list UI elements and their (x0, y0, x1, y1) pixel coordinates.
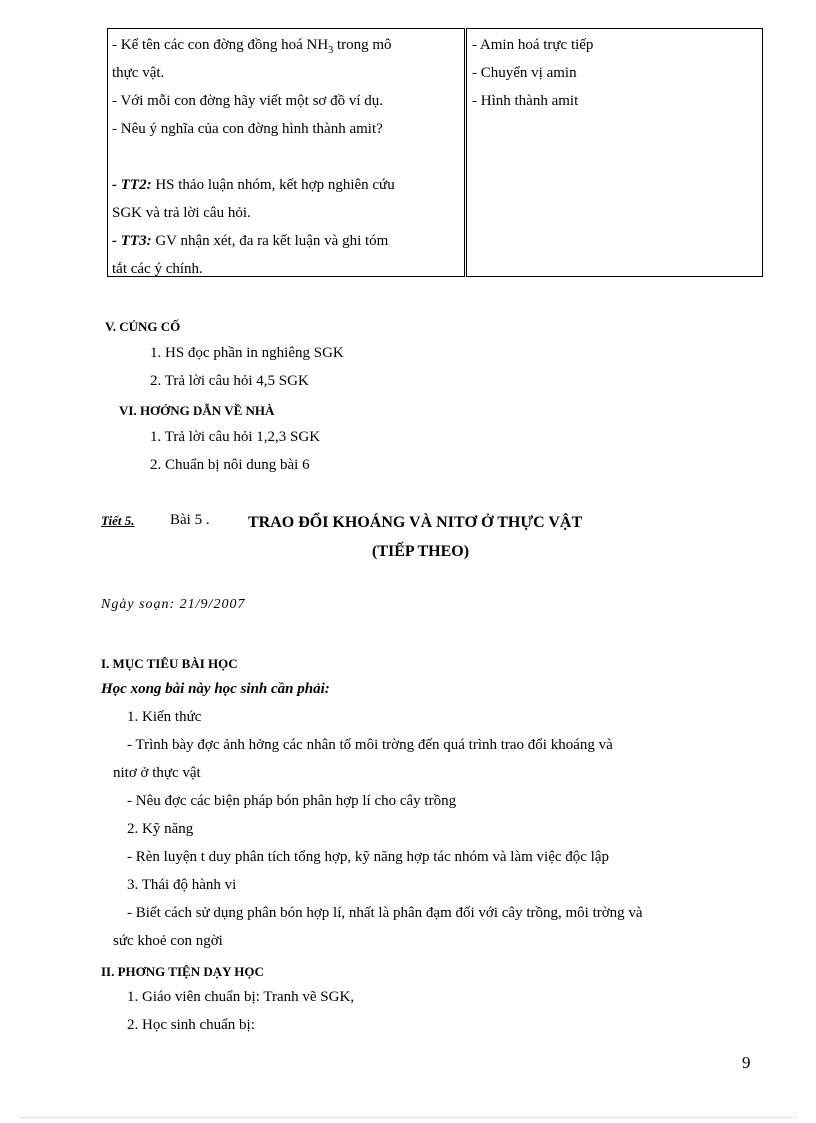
section-heading-vi: VI. HƠỚNG DẪN VỀ NHÀ (119, 403, 275, 418)
table-line: - Chuyển vị amin (472, 65, 577, 81)
section-heading-v: V. CỦNG CỐ (105, 319, 181, 334)
text-line: sức khoẻ con ngời (113, 933, 223, 949)
table-line: - Amin hoá trực tiếp (472, 37, 594, 53)
lesson-subtitle: (TIẾP THEO) (372, 543, 470, 560)
section-heading-ii: II. PHƠNG TIỆN DẠY HỌC (101, 964, 264, 979)
text-line: - Rèn luyện t duy phân tích tổng hợp, kỹ năng hợp tác nhóm và làm việc độc lập (127, 849, 610, 865)
table-line: - Hình thành amit (472, 93, 579, 109)
table-line-tt2: - TT2: HS thảo luận nhóm, kết hợp nghiên cứu (112, 177, 395, 193)
list-item: 2. Học sinh chuẩn bị: (127, 1017, 255, 1033)
table-line: thực vật. (112, 65, 165, 81)
table-line: SGK và trả lời câu hỏi. (112, 205, 251, 221)
table-cell-activities (107, 28, 464, 277)
list-item: 2. Chuẩn bị nôi dung bài 6 (150, 457, 310, 473)
text-line: - Trình bày đợc ảnh hởng các nhân tố môi trờng đến quá trình trao đổi khoáng và (127, 737, 613, 753)
list-item: 1. Giáo viên chuẩn bị: Tranh vẽ SGK, (127, 989, 355, 1005)
table-line: - Nêu ý nghĩa của con đờng hình thành amit? (112, 121, 383, 137)
text-line: 1. Kiến thức (127, 709, 202, 725)
page-bottom-rule (20, 1117, 796, 1118)
text-line: 3. Thái độ hành vi (127, 877, 237, 893)
content-table (107, 28, 763, 277)
section-heading-i: I. MỤC TIÊU BÀI HỌC (101, 656, 238, 671)
table-cell-content (467, 28, 763, 277)
section-intro: Học xong bài này học sinh cần phải: (101, 681, 330, 697)
text-line: nitơ ở thực vật (113, 765, 201, 781)
text-line: 2. Kỹ năng (127, 821, 194, 837)
lesson-title: TRAO ĐỔI KHOÁNG VÀ NITƠ Ở THỰC VẬT (248, 514, 583, 531)
lesson-period: Tiết 5. (101, 513, 135, 528)
list-item: 2. Trả lời câu hỏi 4,5 SGK (150, 373, 309, 389)
date-line: Ngày soạn: 21/9/2007 (101, 597, 246, 612)
lesson-number (170, 512, 210, 529)
text-line: - Biết cách sử dụng phân bón hợp lí, nhất là phân đạm đối với cây trồng, môi trờng và (127, 905, 643, 921)
list-item: 1. HS đọc phần in nghiêng SGK (150, 345, 344, 361)
lesson-number-text: Bài 5 . (170, 512, 210, 528)
table-line-tt3: - TT3: GV nhận xét, đa ra kết luận và ghi tóm (112, 233, 389, 249)
page-number: 9 (742, 1053, 751, 1072)
list-item: 1. Trả lời câu hỏi 1,2,3 SGK (150, 429, 321, 445)
text-line: - Nêu đợc các biện pháp bón phân hợp lí cho cây trồng (127, 793, 457, 809)
table-line: tắt các ý chính. (112, 261, 203, 277)
table-line: - Kể tên các con đờng đồng hoá $NH_3$ trong mô (112, 37, 392, 56)
table-line: - Với mỗi con đờng hãy viết một sơ đồ ví dụ. (112, 93, 384, 109)
